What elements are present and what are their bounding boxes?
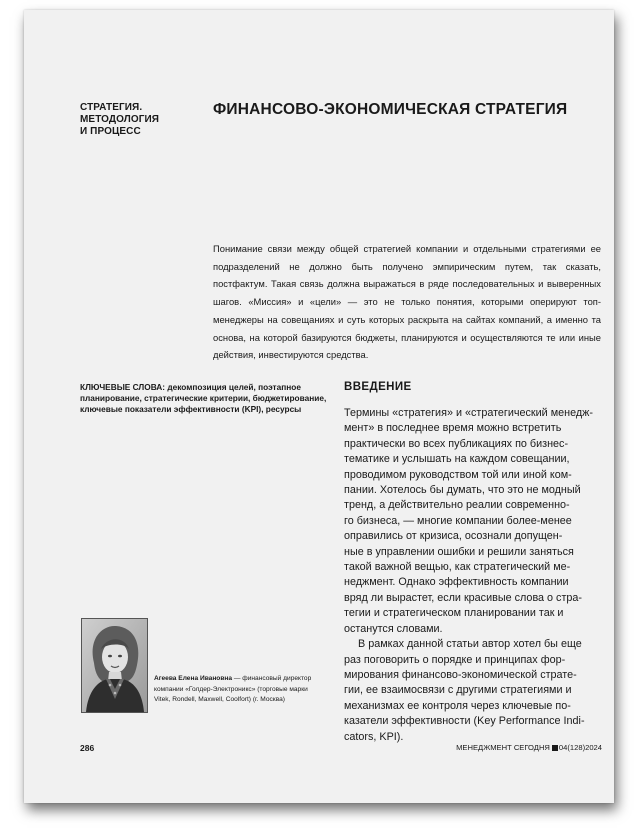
square-separator-icon [552,745,558,751]
author-bio: — финансовый директор компании «Голдер-Электроникс» (торговые марки Vitek, Rondell, Maxwell, Coolfort) (г. Москва) [154,675,312,704]
intro-heading: ВВЕДЕНИЕ [344,381,412,393]
section-label-line: СТРАТЕГИЯ. [80,102,143,113]
running-head [456,743,602,752]
section-label-line: И ПРОЦЕСС [80,126,141,137]
section-label [80,102,190,138]
journal-name: МЕНЕДЖМЕНТ СЕГОДНЯ [456,743,550,752]
section-label-line: МЕТОДОЛОГИЯ [80,114,160,125]
author-photo [81,618,148,713]
article-lead: Понимание связи между общей стратегией компании и отдельными стратегиями ее подразделений не должно быть получено эмпирическим путем, так сказать, постфактум. Такая связь должна выражаться в ряде последовательных и выверенных шагов. «Миссия» и «цели» — это не только понятия, которыми оперируют топ-менеджеры на совещаниях и суть которых раскрыта на сайтах компаний, а именно та основа, на которой базируются бюджеты, планируются и осуществляются те или иные действия, инвестируются средства. [213,243,601,361]
body-paragraph: Термины «стратегия» и «стратегический менедж- мент» в последнее время можно встретить практически во всех публикациях по бизнес- тематике и услышать на каждом совещании, проводимом руководством той или иной ком- пании. Хотелось бы думать, что это не модный тренд, а действительно реалии современно- го бизнеса, — многие компании более-менее оправились от кризиса, осознали допущен- ные в управлении ошибки и решили заняться такой важной вещью, как стратегический ме- неджмент. Однако эффективность компании вряд ли вырастет, если красивые слова о стра- тегии и стратегическом планировании так и останутся словами. [344,407,593,635]
author-info [154,674,322,706]
body-paragraph: В рамках данной статьи автор хотел бы еще раз поговорить о порядке и принципах фор- мирования финансово-экономической страте- гии, ее взаимосвязи с другими стратегиями и механизмах ее контроля через ключевые по- казатели эффективности (Key Performance Indi- cators, KPI). [344,638,585,743]
article-title: ФИНАНСОВО-ЭКОНОМИЧЕСКАЯ СТРАТЕГИЯ [213,101,568,118]
magazine-page [24,10,614,803]
page-number: 286 [80,743,95,753]
journal-issue: 04(128)2024 [558,743,602,752]
author-name: Агеева Елена Ивановна [154,675,233,682]
keywords: КЛЮЧЕВЫЕ СЛОВА: декомпозиция целей, поэтапное планирование, стратегические критерии, бюджетирование, ключевые показатели эффективности (KPI), ресурсы [80,382,327,414]
body-text [344,406,598,745]
